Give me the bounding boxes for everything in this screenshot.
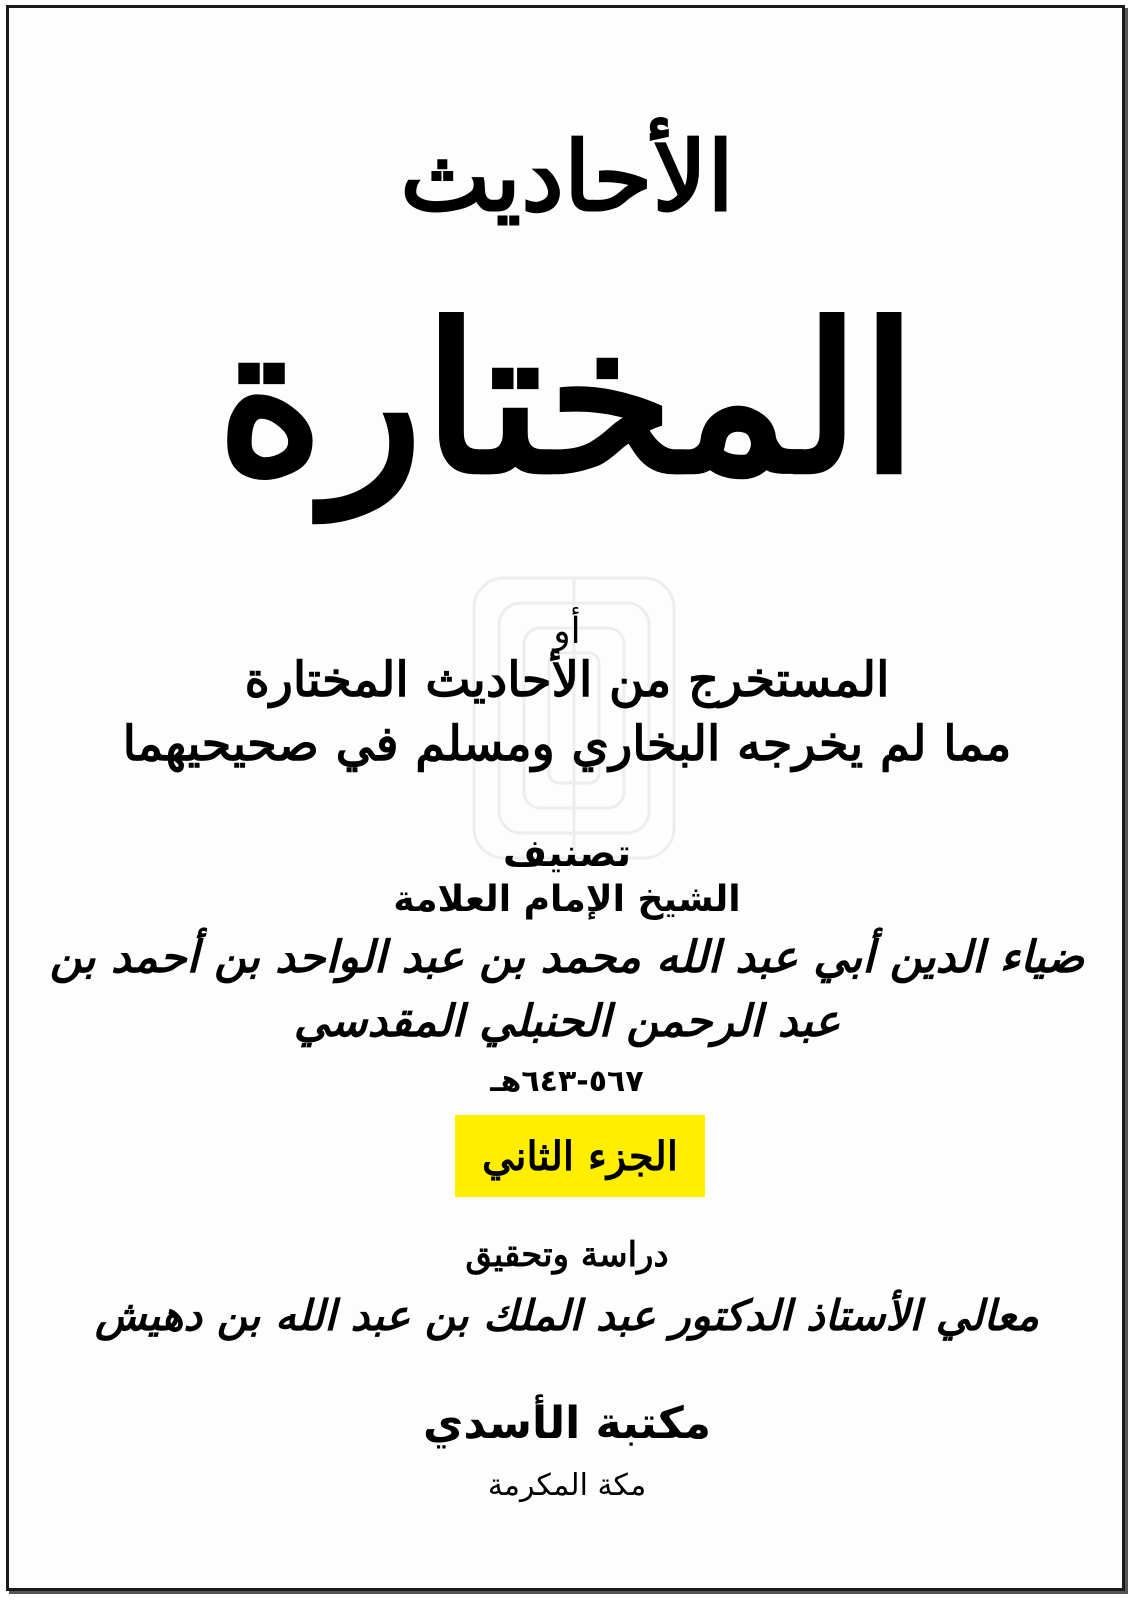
or-word: أو [553, 611, 581, 652]
author-title: الشيخ الإمام العلامة [393, 879, 741, 920]
page-frame [6, 5, 1125, 1591]
subtitle-line-2: مما لم يخرجه البخاري ومسلم في صحيحيهما [122, 716, 1012, 772]
volume-label: الجزء الثاني [482, 1132, 678, 1180]
author-name-line-1: ضياء الدين أبي عبد الله محمد بن عبد الواحد بن أحمد بن [49, 932, 1085, 983]
editor-name: معالي الأستاذ الدكتور عبد الملك بن عبد الله بن دهيش [95, 1291, 1039, 1340]
publisher-name: مكتبة الأسدي [423, 1398, 711, 1449]
study-label: دراسة وتحقيق [465, 1235, 669, 1275]
volume-badge [455, 1115, 705, 1197]
title-line-1: الأحاديث [400, 120, 734, 233]
author-dates: ٥٦٧-٦٤٣هـ [490, 1064, 644, 1099]
author-label: تصنيف [503, 831, 631, 875]
author-name-line-2: عبد الرحمن الحنبلي المقدسي [293, 996, 841, 1047]
title-line-2: المختارة [216, 280, 918, 520]
publisher-city: مكة المكرمة [487, 1468, 647, 1503]
subtitle-line-1: المستخرج من الأحاديث المختارة [244, 652, 890, 708]
